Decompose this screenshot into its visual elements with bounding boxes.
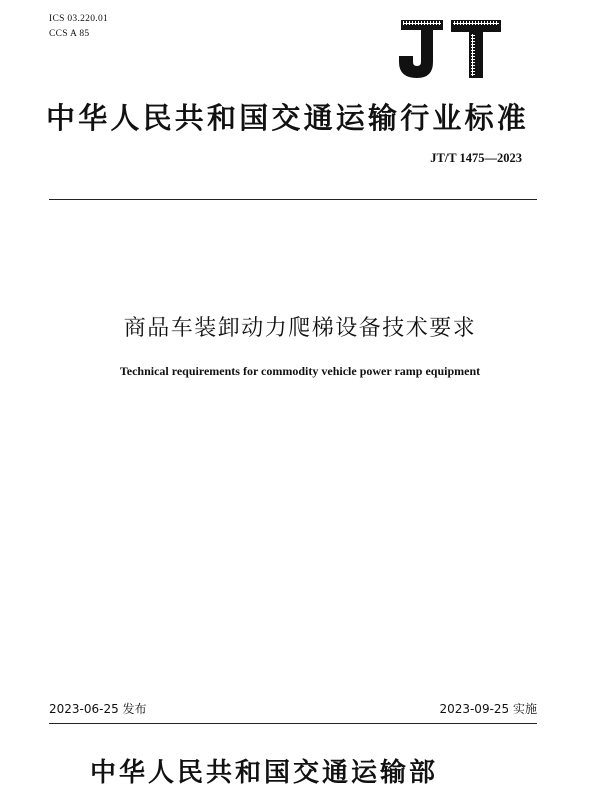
chinese-title: 商品车装卸动力爬梯设备技术要求 <box>123 316 477 341</box>
standard-number: JT/T 1475—2023 <box>430 151 522 165</box>
jt-logo <box>395 18 505 80</box>
classification-codes <box>49 12 108 42</box>
english-title: Technical requirements for commodity vehicle power ramp equipment <box>119 364 481 378</box>
organization-title: 中华人民共和国交通运输行业标准 <box>46 101 530 135</box>
ccs-code: CCS A 85 <box>49 29 90 39</box>
issuing-authority: 中华人民共和国交通运输部 <box>90 758 439 788</box>
implementation-date: 2023-09-25 实施 <box>439 702 537 716</box>
bottom-divider <box>49 723 537 724</box>
issue-date: 2023-06-25 发布 <box>49 702 147 716</box>
ics-code: ICS 03.220.01 <box>49 14 109 24</box>
top-divider <box>49 199 537 200</box>
